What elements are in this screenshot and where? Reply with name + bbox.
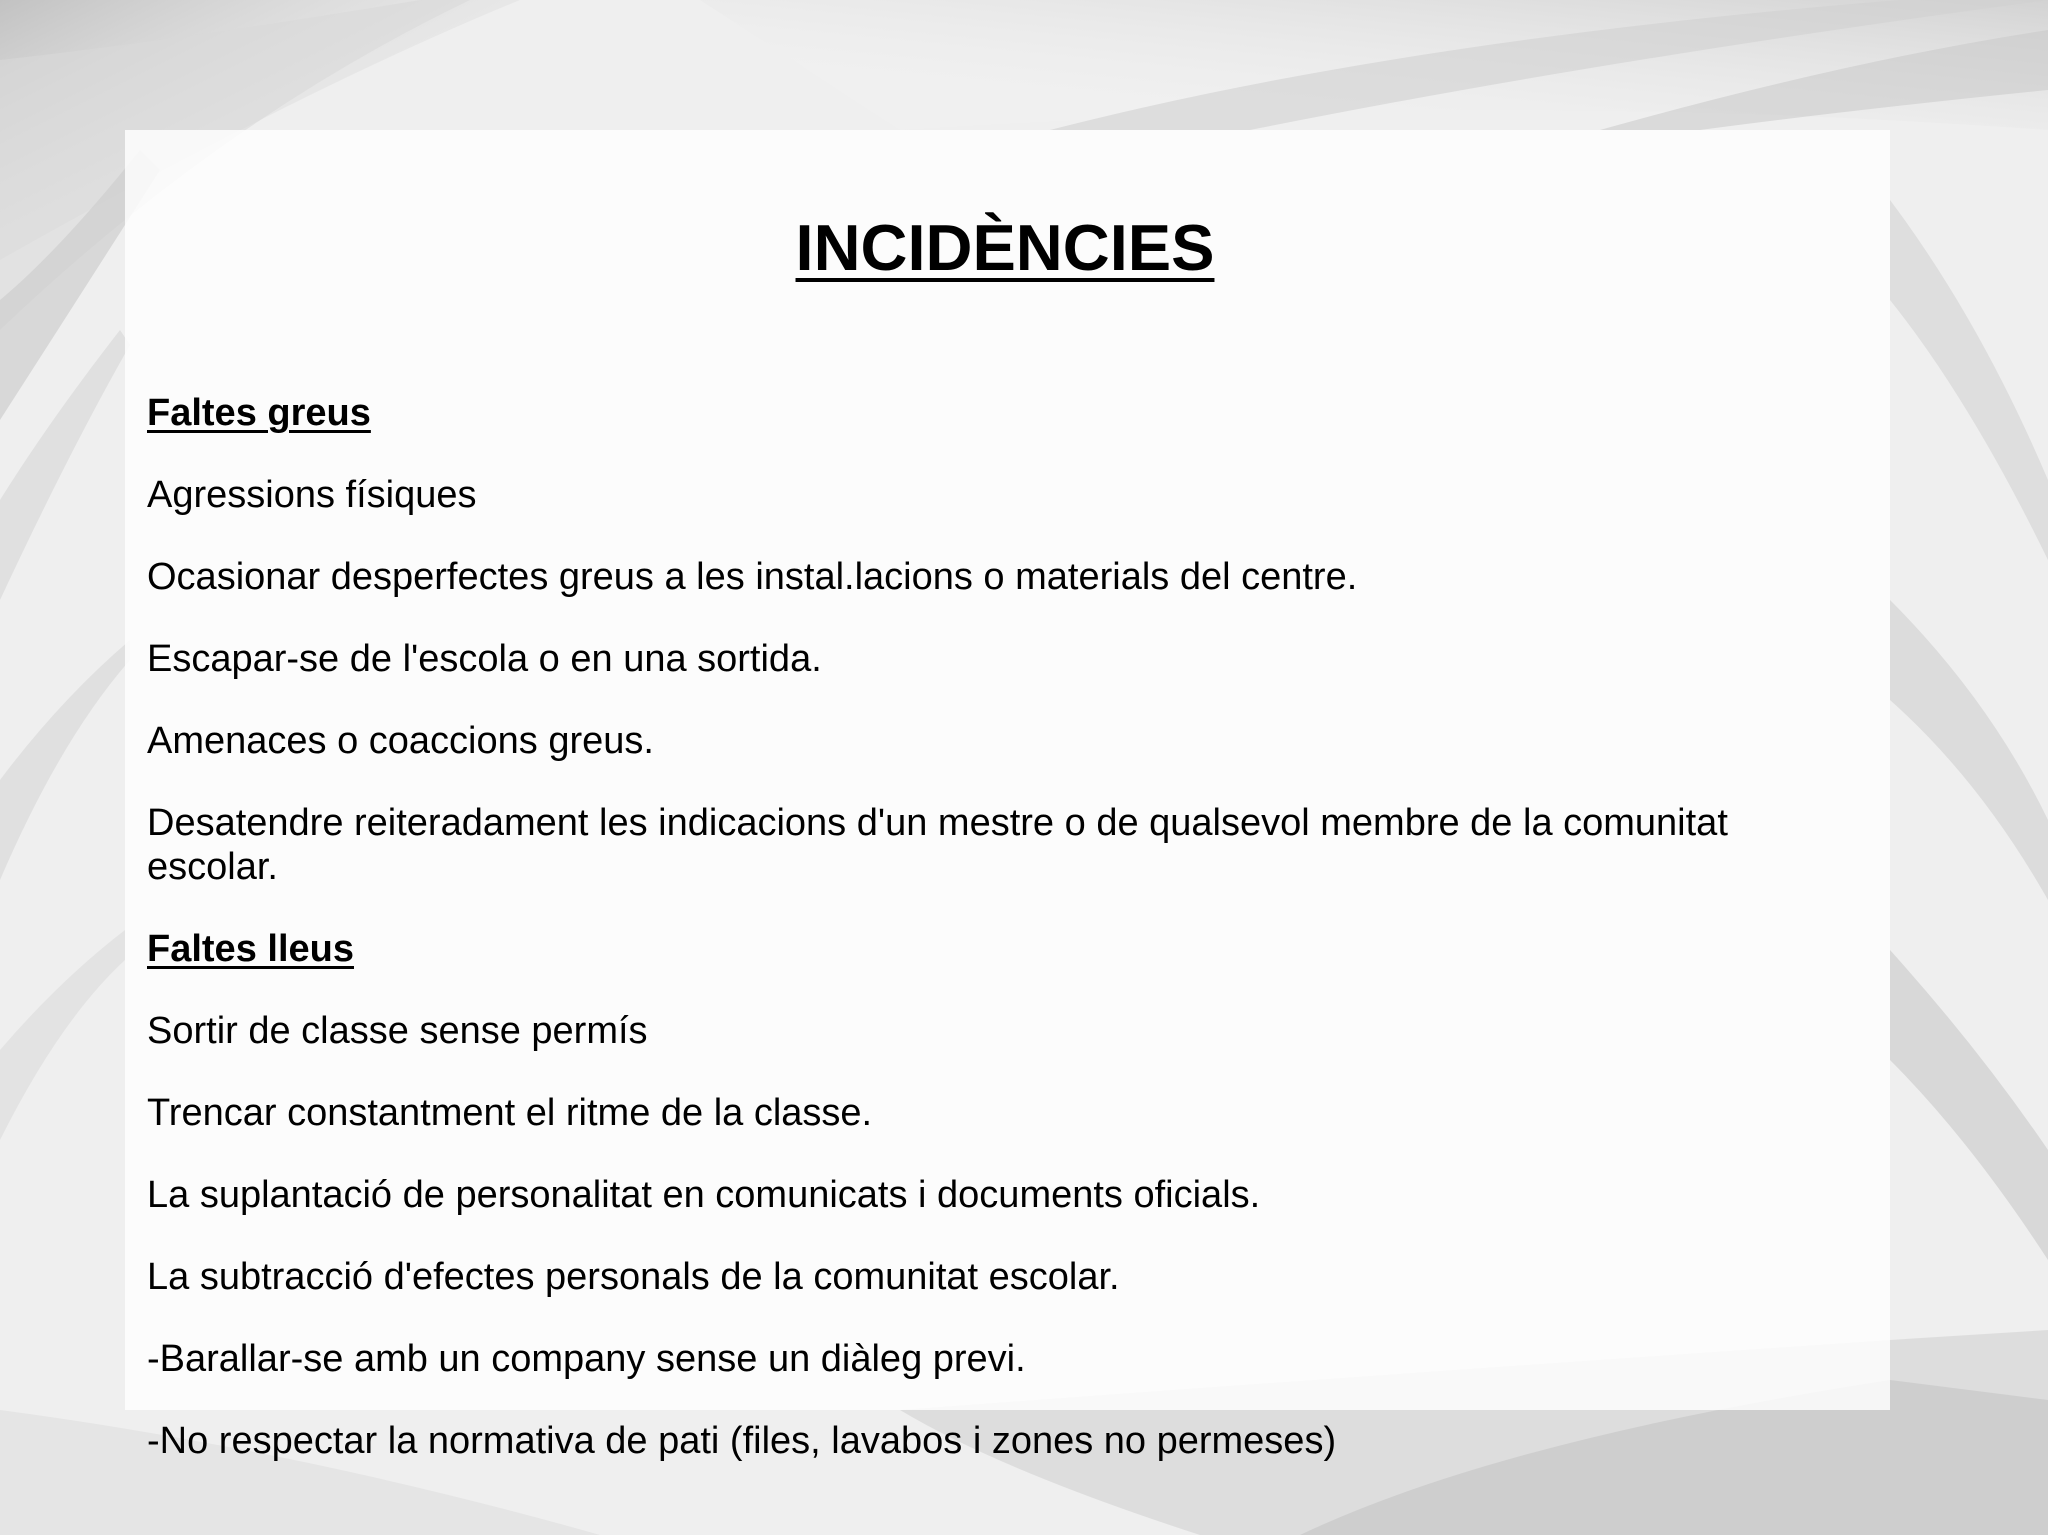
list-item: Escapar-se de l'escola o en una sortida.	[147, 638, 822, 680]
list-item: Amenaces o coaccions greus.	[147, 720, 654, 762]
section-heading-faltes-greus: Faltes greus	[147, 392, 371, 434]
slide-title: INCIDÈNCIES	[795, 211, 1215, 284]
incidents-list	[147, 391, 1847, 1501]
list-item: -No respectar la normativa de pati (files, lavabos i zones no permeses)	[147, 1420, 1337, 1462]
list-item: La subtracció d'efectes personals de la comunitat escolar.	[147, 1256, 1120, 1298]
section-heading-faltes-lleus: Faltes lleus	[147, 928, 354, 970]
list-item: Sortir de classe sense permís	[147, 1010, 648, 1052]
list-item: Agressions físiques	[147, 474, 477, 516]
list-item: Desatendre reiteradament les indicacions d'un mestre o de qualsevol membre de la comunitat escolar.	[147, 802, 1728, 888]
list-item: -Barallar-se amb un company sense un diàleg previ.	[147, 1338, 1026, 1380]
slide-content	[147, 0, 1907, 1535]
list-item: Trencar constantment el ritme de la classe.	[147, 1092, 873, 1134]
list-item: La suplantació de personalitat en comunicats i documents oficials.	[147, 1174, 1261, 1216]
list-item: Ocasionar desperfectes greus a les instal.lacions o materials del centre.	[147, 556, 1358, 598]
